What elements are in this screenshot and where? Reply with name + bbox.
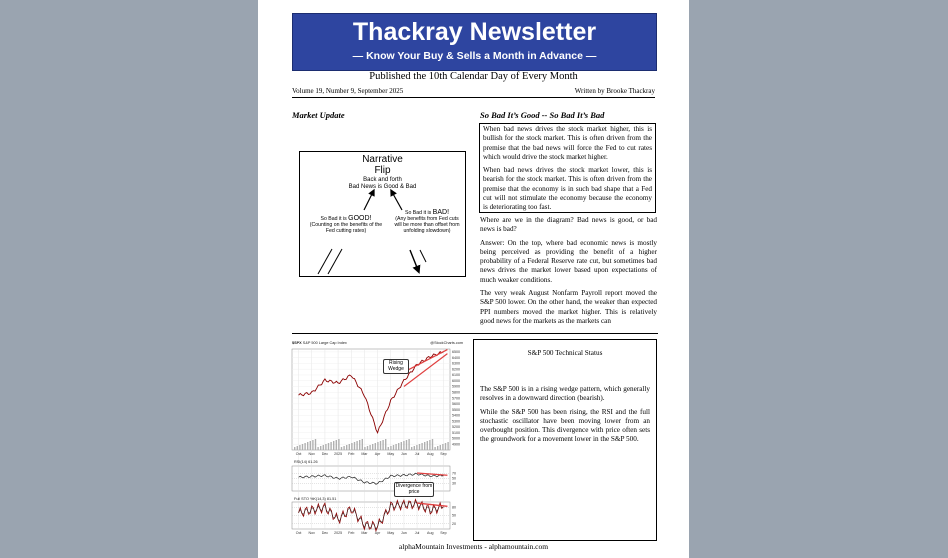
volume-bar [401, 442, 402, 450]
volume-bar [375, 443, 376, 450]
volume-bar [445, 443, 446, 450]
boxed-explanation [479, 123, 656, 213]
volume-bar [388, 447, 389, 450]
month-tick-label: Feb [348, 452, 355, 456]
volume-bar [317, 447, 318, 450]
volume-bar [328, 443, 329, 450]
volume-bar [351, 443, 352, 450]
price-tick-label: 6300 [452, 361, 460, 366]
volume-bar [442, 444, 443, 450]
volume-bar [421, 443, 422, 450]
volume-bar [294, 447, 295, 450]
stoch-level-label: 80 [452, 505, 456, 510]
volume-bar [302, 444, 303, 450]
month-tick-label: May [387, 531, 395, 535]
rsi-level-label: 50 [452, 476, 456, 481]
volume-bar [304, 443, 305, 450]
boxed-paragraph: When bad news drives the stock market lower, this is bearish for the stock market. This is often driven from the premise that the economy is in such bad shape that a Fed cut will not stimulate the economy because the economy is deteriorating too fast. [483, 166, 652, 212]
month-tick-label: Apr [374, 452, 381, 456]
body-paragraph: The very weak August Nonfarm Payroll report moved the S&P 500 lower. On the other hand, the weaker than expected PPI numbers moved the market higher. This is relatively good news for the markets as the markets can [480, 289, 657, 325]
price-tick-label: 5800 [452, 390, 460, 395]
bad-stroke-2 [420, 250, 426, 262]
volume-bar [307, 442, 308, 450]
spx-chart-svg [290, 339, 467, 537]
month-tick-label: Jul [414, 531, 420, 535]
price-tick-label: 5400 [452, 413, 460, 418]
rsi-level-label: 70 [452, 471, 456, 476]
volume-bar [364, 447, 365, 450]
month-tick-label: Oct [295, 452, 302, 456]
publication-schedule: Published the 10th Calendar Day of Every Month [369, 71, 578, 82]
volume-bar [310, 441, 311, 450]
volume-bar [356, 441, 357, 450]
month-tick-label: May [387, 452, 395, 456]
status-body [480, 385, 650, 449]
month-tick-label: 2025 [334, 452, 343, 456]
diagram-subtitle: Back and forth Bad News is Good & Bad [348, 177, 417, 190]
stoch-level-label: 20 [452, 521, 456, 526]
volume-bar [369, 445, 370, 450]
volume-bar [330, 442, 331, 450]
arrow-up-right [392, 192, 402, 210]
volume-bar [354, 442, 355, 450]
volume-bar [315, 439, 316, 450]
volume-bar [377, 442, 378, 450]
price-tick-label: 5300 [452, 419, 460, 424]
volume-bar [323, 445, 324, 450]
volume-bar [380, 441, 381, 450]
volume-bar [349, 444, 350, 450]
price-tick-label: 6000 [452, 378, 460, 383]
price-tick-label: 6500 [452, 350, 460, 355]
month-tick-label: 2025 [334, 531, 343, 535]
volume-bar [385, 439, 386, 450]
price-tick-label: 5100 [452, 430, 460, 435]
volume-bar [367, 446, 368, 450]
price-tick-label: 5200 [452, 425, 460, 430]
month-tick-label: Oct [295, 531, 302, 535]
newsletter-page [258, 0, 689, 558]
volume-bar [297, 446, 298, 450]
boxed-paragraph: When bad news drives the stock market higher, this is bullish for the stock market. This is often driven from the premise that the bad news will force the Fed to cut rates which would drive the stock market higher. [483, 125, 652, 161]
market-update-heading: Market Update [292, 110, 345, 120]
volume-bar [406, 440, 407, 450]
volume-bar [398, 443, 399, 450]
volume-bar [372, 444, 373, 450]
body-paragraph: Where are we in the diagram? Bad news is good, or bad news is bad? [480, 216, 657, 234]
volume-bar [359, 440, 360, 450]
month-tick-label: Apr [374, 531, 381, 535]
month-tick-label: Aug [427, 452, 434, 456]
stoch-level-label: 50 [452, 513, 456, 518]
chart-header: $SPX S&P 500 Large Cap Index [292, 341, 347, 345]
article-body [480, 216, 657, 330]
volume-bar [320, 446, 321, 450]
month-tick-label: Nov [308, 452, 315, 456]
spx-chart [290, 339, 467, 537]
month-tick-label: Dec [321, 531, 329, 535]
price-tick-label: 5700 [452, 396, 460, 401]
volume-bar [338, 439, 339, 450]
status-title: S&P 500 Technical Status [527, 349, 603, 357]
volume-bar [343, 446, 344, 450]
diagram-title: Narrative Flip [362, 154, 403, 176]
arrow-up-left [364, 192, 373, 210]
month-tick-label: Jun [401, 531, 407, 535]
month-tick-label: Aug [427, 531, 434, 535]
body-paragraph: Answer: On the top, where bad economic news is mostly being perceived as providing the benefit of a higher probability of a Federal Reserve rate cut, but sometimes bad news drives the market lower based upon expectations of much weaker conditions. [480, 238, 657, 284]
volume-info: Volume 19, Number 9, September 2025 [292, 87, 404, 95]
page-footer: alphaMountain Investments - alphamountain.com [398, 542, 549, 551]
narrative-flip-diagram [299, 151, 466, 277]
price-tick-label: 6400 [452, 355, 460, 360]
volume-bar [411, 447, 412, 450]
volume-bar [312, 440, 313, 450]
volume-bar [341, 447, 342, 450]
article-heading: So Bad It’s Good -- So Bad It’s Bad [480, 110, 605, 120]
price-panel-frame [292, 349, 450, 450]
newsletter-title: Thackray Newsletter [352, 18, 597, 46]
section-divider [292, 333, 658, 334]
rsi-label: RSI(14) 61.26 [294, 460, 318, 464]
month-tick-label: Feb [348, 531, 355, 535]
diagram-bad-label: So Bad it is BAD! (Any benefits from Fed cuts will be more than offset from unfolding slowdown) [394, 209, 460, 234]
rsi-level-label: 30 [452, 481, 456, 486]
volume-bar [432, 439, 433, 450]
status-paragraph: While the S&P 500 has been rising, the RSI and the full stochastic oscillator have been moving lower from an overbought position. This divergence with price often sets the groundwork for a movement lower in the S&P 500. [480, 407, 650, 444]
author-byline: Written by Brooke Thackray [574, 87, 655, 95]
volume-bar [325, 444, 326, 450]
volume-bar [346, 445, 347, 450]
volume-bar [447, 442, 448, 450]
month-tick-label: Sep [440, 531, 447, 535]
price-tick-label: 6100 [452, 373, 460, 378]
volume-bar [437, 446, 438, 450]
chart-source: @StockCharts.com [430, 341, 463, 345]
month-tick-label: Jul [414, 452, 420, 456]
newsletter-tagline: — Know Your Buy & Sells a Month in Advance — [352, 50, 597, 62]
price-tick-label: 6200 [452, 367, 460, 372]
status-paragraph: The S&P 500 is in a rising wedge pattern, which generally resolves in a downward direction (bearish). [480, 385, 650, 403]
month-tick-label: Dec [321, 452, 329, 456]
divergence-annotation: Divergence from price [395, 483, 433, 495]
diagram-good-label: So Bad it is GOOD! (Counting on the benefits of the Fed cutting rates) [309, 215, 383, 234]
month-tick-label: Nov [308, 531, 315, 535]
price-tick-label: 4900 [452, 442, 460, 447]
volume-bar [333, 441, 334, 450]
volume-bar [336, 440, 337, 450]
rising-wedge-annotation: Rising Wedge [383, 359, 409, 374]
volume-bar [414, 446, 415, 450]
masthead-banner [292, 13, 657, 71]
month-tick-label: Mar [361, 531, 368, 535]
volume-bar [403, 441, 404, 450]
volume-bar [382, 440, 383, 450]
price-tick-label: 5900 [452, 384, 460, 389]
stoch-label: Full STO %K(14,3) 81.51 [294, 497, 337, 501]
volume-bar [390, 446, 391, 450]
month-tick-label: Mar [361, 452, 368, 456]
issue-meta-line [292, 86, 655, 98]
technical-status-box [473, 339, 657, 541]
bad-stroke-1 [410, 250, 418, 270]
volume-bar [416, 445, 417, 450]
volume-bar [408, 439, 409, 450]
volume-bar [427, 441, 428, 450]
month-tick-label: Jun [401, 452, 407, 456]
volume-bar [440, 445, 441, 450]
volume-bar [424, 442, 425, 450]
volume-bar [362, 439, 363, 450]
volume-bar [393, 445, 394, 450]
volume-bar [419, 444, 420, 450]
volume-bar [299, 445, 300, 450]
price-tick-label: 5600 [452, 402, 460, 407]
month-tick-label: Sep [440, 452, 447, 456]
volume-bar [434, 447, 435, 450]
volume-bar [429, 440, 430, 450]
volume-bar [395, 444, 396, 450]
price-tick-label: 5000 [452, 436, 460, 441]
price-tick-label: 5500 [452, 407, 460, 412]
